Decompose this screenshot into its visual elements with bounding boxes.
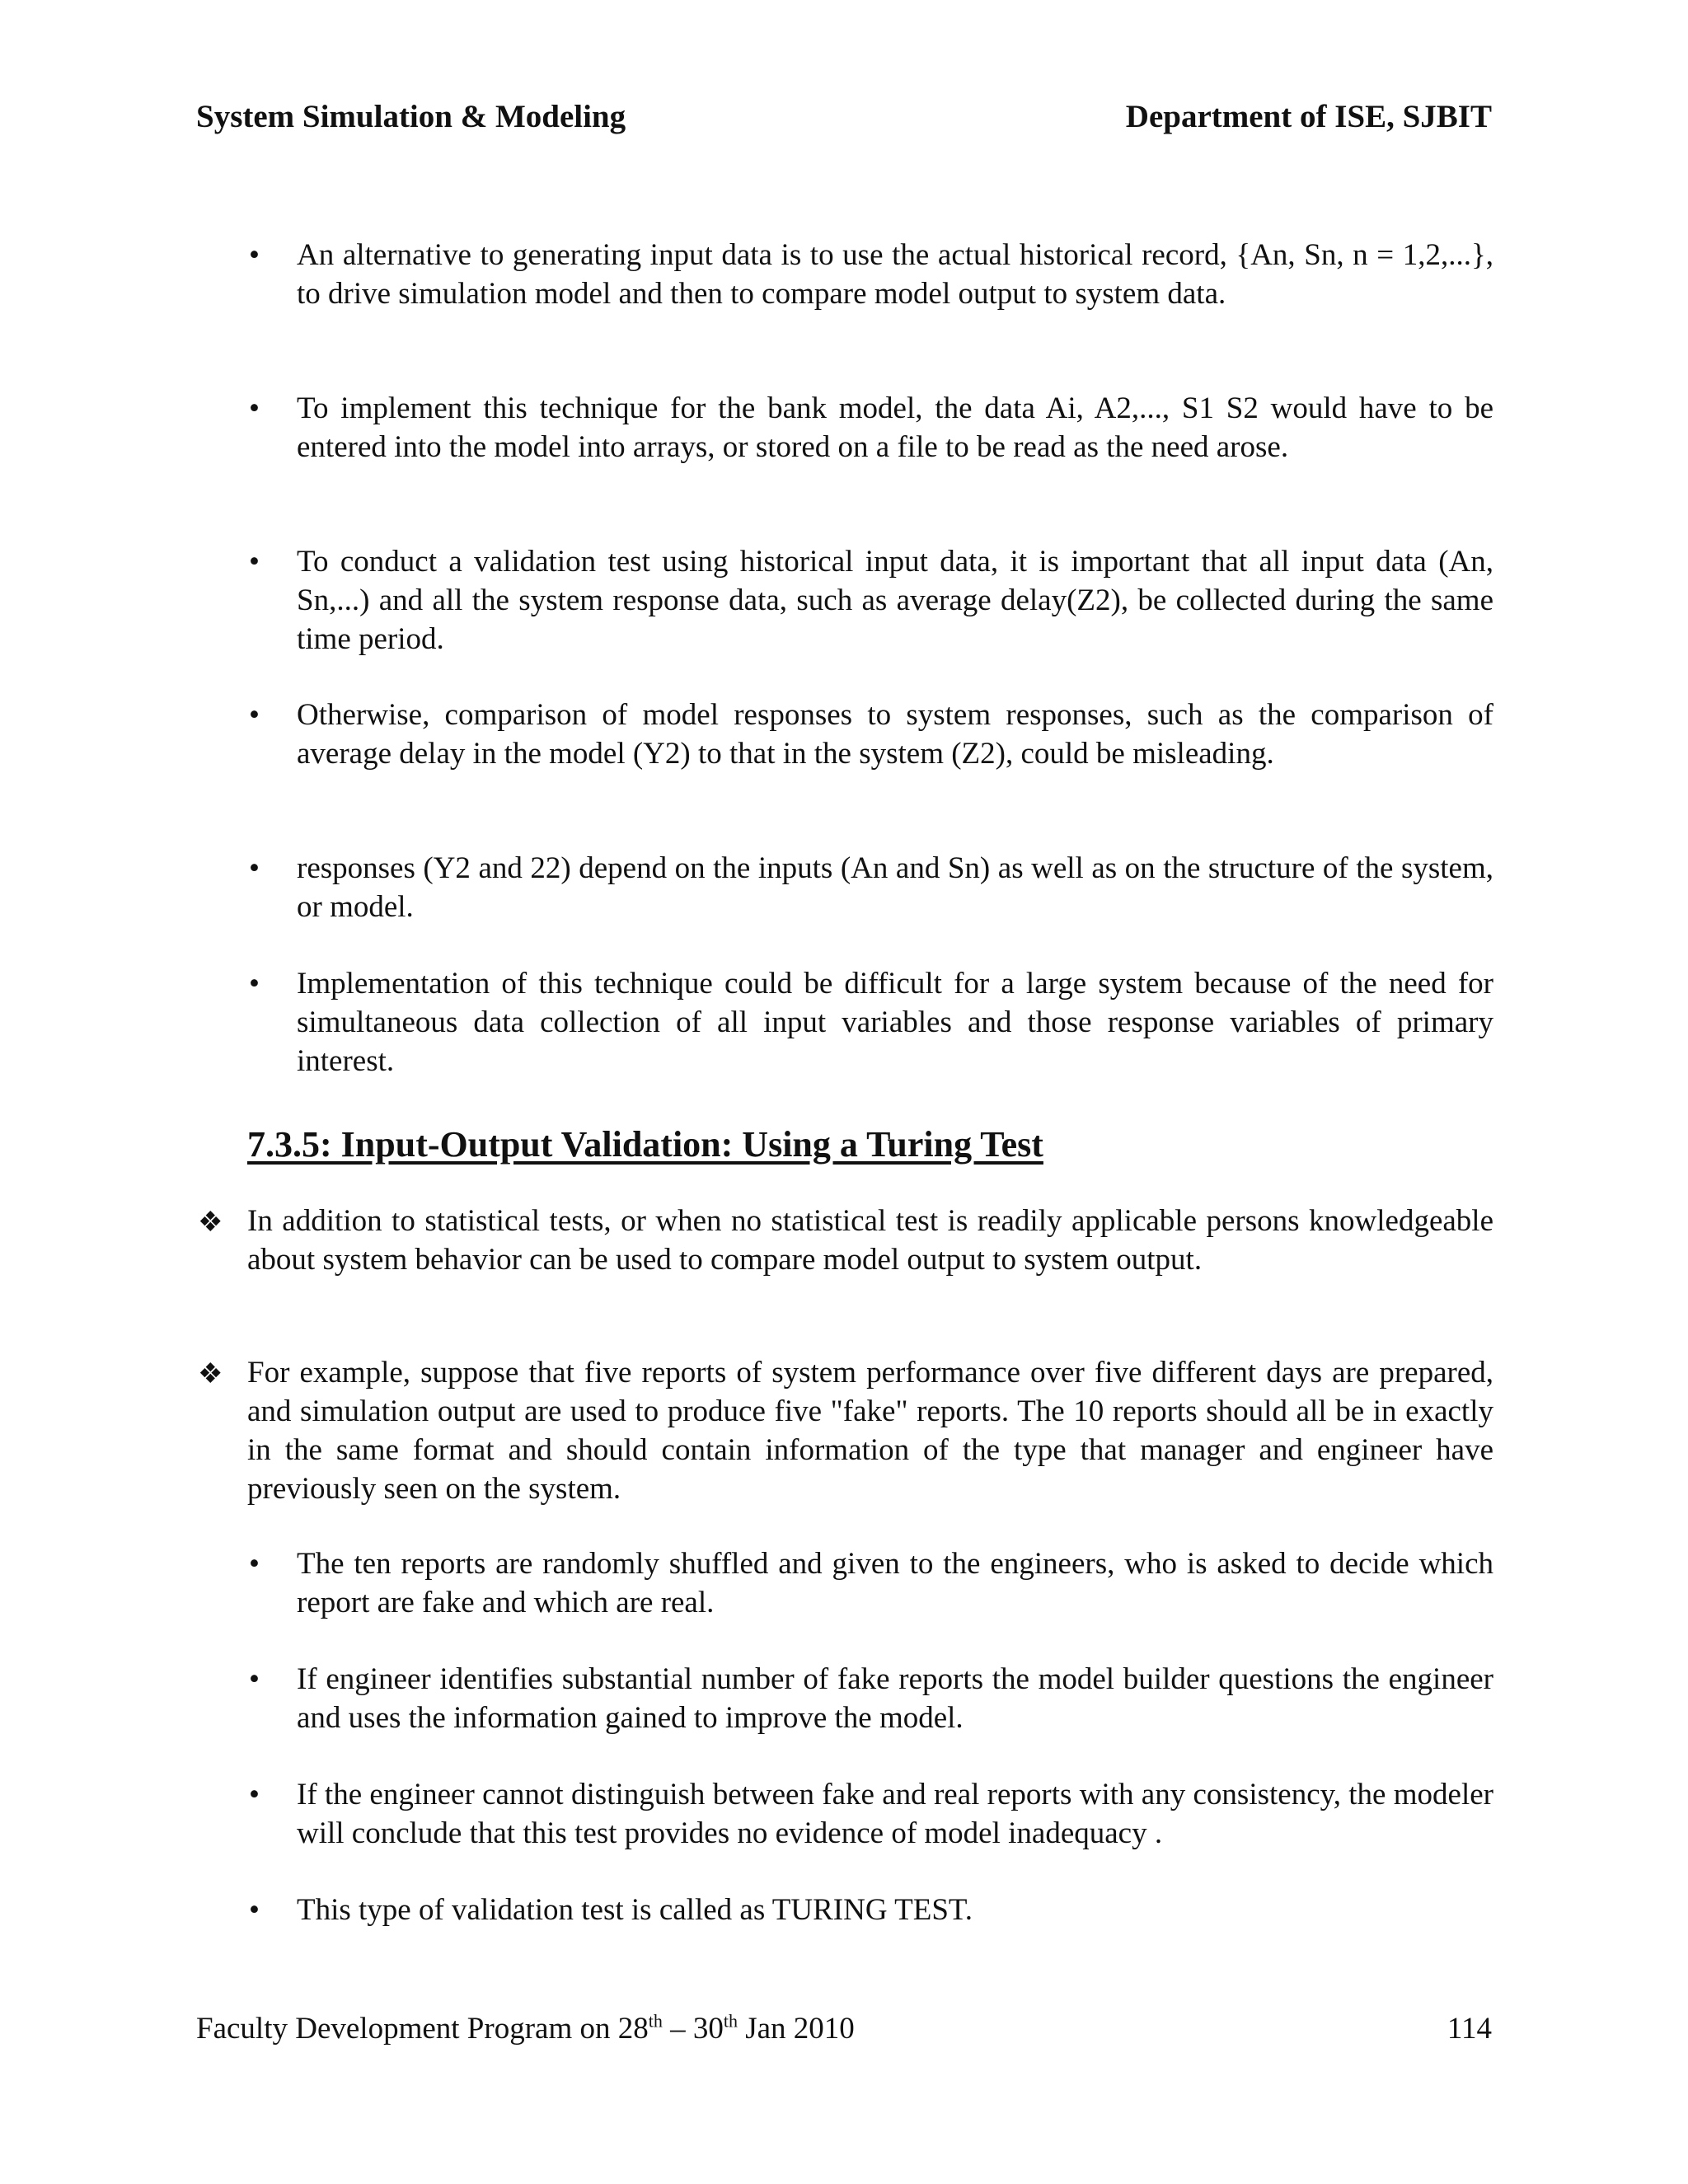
list-item-text: In addition to statistical tests, or when no statistical test is readily applicable persons knowledgeable about system behavior can be used to compare model output to system output.	[247, 1204, 1493, 1277]
footer-dash: – 30	[662, 2012, 724, 2046]
list-item-text: Implementation of this technique could be difficult for a large system because of the need for simultaneous data collection of all input variables and those response variables of primary interest.	[297, 967, 1493, 1078]
header-department: Department of ISE, SJBIT	[1125, 99, 1492, 134]
list-item-text: responses (Y2 and 22) depend on the inputs (An and Sn) as well as on the structure of the system, or model.	[297, 851, 1493, 924]
list-item-text: If the engineer cannot distinguish between fake and real reports with any consistency, the modeler will conclude that this test provides no evidence of model inadequacy .	[297, 1778, 1493, 1850]
footer-sup-2: th	[723, 2010, 738, 2032]
list-item-text: For example, suppose that five reports of system performance over five different days are prepared, and simulation output are used to produce five "fake" reports. The 10 reports should all be in exactly in the same format and should contain information of the type that manager and engineer have previously seen on the system.	[247, 1356, 1493, 1506]
bullet-icon: •	[249, 1893, 260, 1927]
footer-sup-1: th	[648, 2010, 663, 2032]
bullet-icon: •	[249, 851, 260, 885]
list-item	[249, 1775, 1493, 1853]
diamond-list-item	[198, 1202, 1493, 1279]
list-item-text: To implement this technique for the bank model, the data Ai, A2,..., S1 S2 would have to be entered into the model into arrays, or stored on a file to be read as the need arose.	[297, 391, 1493, 464]
bullet-icon: •	[249, 1778, 260, 1811]
list-item	[249, 964, 1493, 1080]
bullet-icon: •	[249, 698, 260, 732]
bullet-icon: •	[249, 391, 260, 425]
list-item	[249, 1660, 1493, 1737]
list-item	[249, 849, 1493, 926]
footer-program	[196, 2009, 855, 2049]
bullet-icon: •	[249, 238, 260, 272]
list-item-text: To conduct a validation test using historical input data, it is important that all input data (An, Sn,...) and all the system response data, such as average delay(Z2), be collected during the same time period.	[297, 545, 1493, 656]
list-item	[249, 542, 1493, 658]
list-item-text: This type of validation test is called as TURING TEST.	[297, 1893, 973, 1927]
list-item-text: If engineer identifies substantial number of fake reports the model builder questions the engineer and uses the information gained to improve the model.	[297, 1662, 1493, 1735]
bullet-icon: •	[249, 545, 260, 579]
list-item	[249, 236, 1493, 313]
list-item-text: An alternative to generating input data is to use the actual historical record, {An, Sn, n = 1,2,...}, to drive simulation model and then to compare model output to system data.	[297, 238, 1493, 311]
bullet-icon: •	[249, 1547, 260, 1581]
list-item-text: Otherwise, comparison of model responses to system responses, such as the comparison of average delay in the model (Y2) to that in the system (Z2), could be misleading.	[297, 698, 1493, 771]
diamond-list-item	[198, 1353, 1493, 1508]
list-item	[249, 1891, 1493, 1929]
page-number: 114	[1447, 2012, 1492, 2046]
list-item	[249, 1544, 1493, 1622]
page-header	[196, 97, 1492, 137]
diamond-bullet-icon: ❖	[198, 1207, 223, 1238]
section-heading: 7.3.5: Input-Output Validation: Using a Turing Test	[247, 1124, 1043, 1165]
list-item	[249, 696, 1493, 773]
list-item	[249, 389, 1493, 466]
page-footer	[196, 2009, 1492, 2049]
diamond-bullet-icon: ❖	[198, 1359, 223, 1390]
list-item-text: The ten reports are randomly shuffled and given to the engineers, who is asked to decide which report are fake and which are real.	[297, 1547, 1493, 1619]
bullet-icon: •	[249, 1662, 260, 1696]
bullet-icon: •	[249, 967, 260, 1001]
header-title: System Simulation & Modeling	[196, 99, 626, 134]
footer-date: Jan 2010	[737, 2012, 855, 2046]
footer-program-text: Faculty Development Program on 28	[196, 2012, 649, 2046]
